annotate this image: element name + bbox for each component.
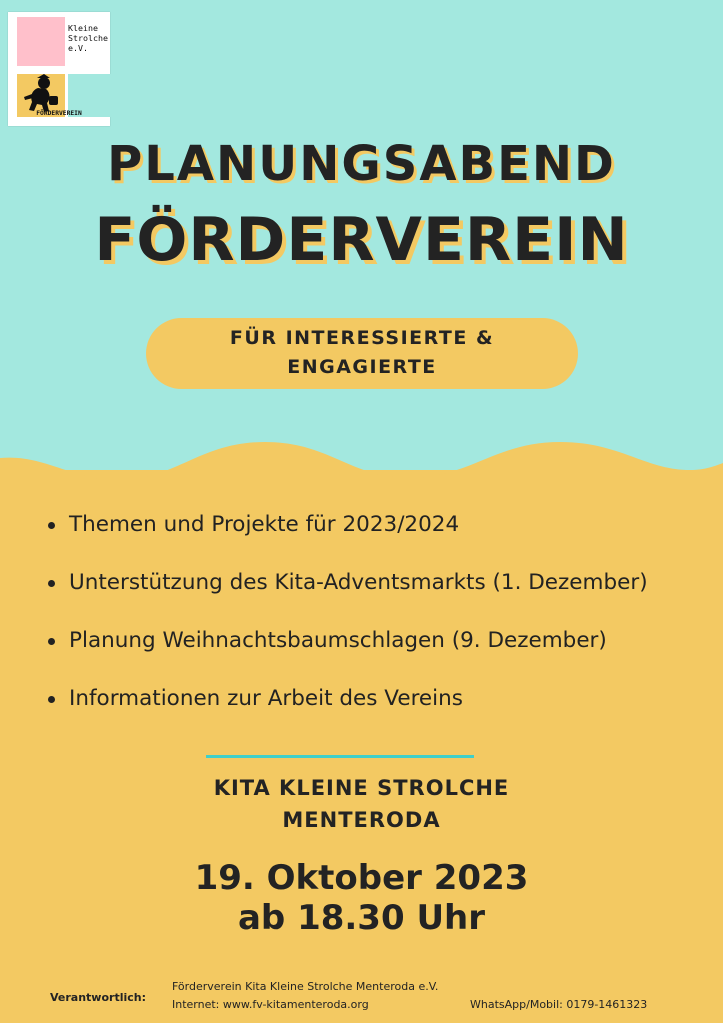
wave-divider	[0, 430, 723, 510]
audience-badge	[146, 318, 578, 389]
event-datetime	[0, 858, 723, 938]
list-item	[48, 622, 648, 680]
audience-line-1: FÜR INTERESSIERTE &	[229, 327, 495, 349]
divider-line	[206, 755, 474, 758]
topic-list	[48, 506, 648, 738]
logo-name: Kleine Strolche e.V.	[68, 23, 108, 53]
topic-text: Informationen zur Arbeit des Vereins	[69, 686, 463, 711]
topic-text: Unterstützung des Kita-Adventsmarkts (1. Dezember)	[69, 570, 648, 595]
footer-phone: WhatsApp/Mobil: 0179-1461323	[470, 998, 648, 1011]
club-logo	[8, 12, 110, 126]
list-item	[48, 680, 648, 738]
logo-pink-square	[17, 17, 65, 66]
footer-label: Verantwortlich:	[50, 991, 147, 1004]
footer-org: Förderverein Kita Kleine Strolche Menteroda e.V.	[172, 980, 439, 993]
topic-text: Planung Weihnachtsbaumschlagen (9. Dezember)	[69, 628, 607, 653]
bullet-icon	[48, 580, 55, 587]
audience-text	[146, 324, 578, 382]
venue-line-1: KITA KLEINE STROLCHE	[213, 776, 510, 800]
bullet-icon	[48, 696, 55, 703]
title-line-1: PLANUNGSABEND	[107, 136, 616, 192]
list-item	[48, 506, 648, 564]
footer-internet: Internet: www.fv-kitamenteroda.org	[172, 998, 369, 1011]
event-date: 19. Oktober 2023	[194, 858, 529, 898]
audience-line-2: ENGAGIERTE	[287, 356, 437, 378]
list-item	[48, 564, 648, 622]
bullet-icon	[48, 522, 55, 529]
bullet-icon	[48, 638, 55, 645]
venue-line-2: MENTERODA	[282, 808, 441, 832]
event-time: ab 18.30 Uhr	[237, 898, 486, 938]
title-line-2: FÖRDERVEREIN	[94, 205, 629, 275]
logo-subtitle: FÖRDERVEREIN	[36, 110, 82, 117]
topic-text: Themen und Projekte für 2023/2024	[69, 512, 460, 537]
venue	[0, 772, 723, 836]
